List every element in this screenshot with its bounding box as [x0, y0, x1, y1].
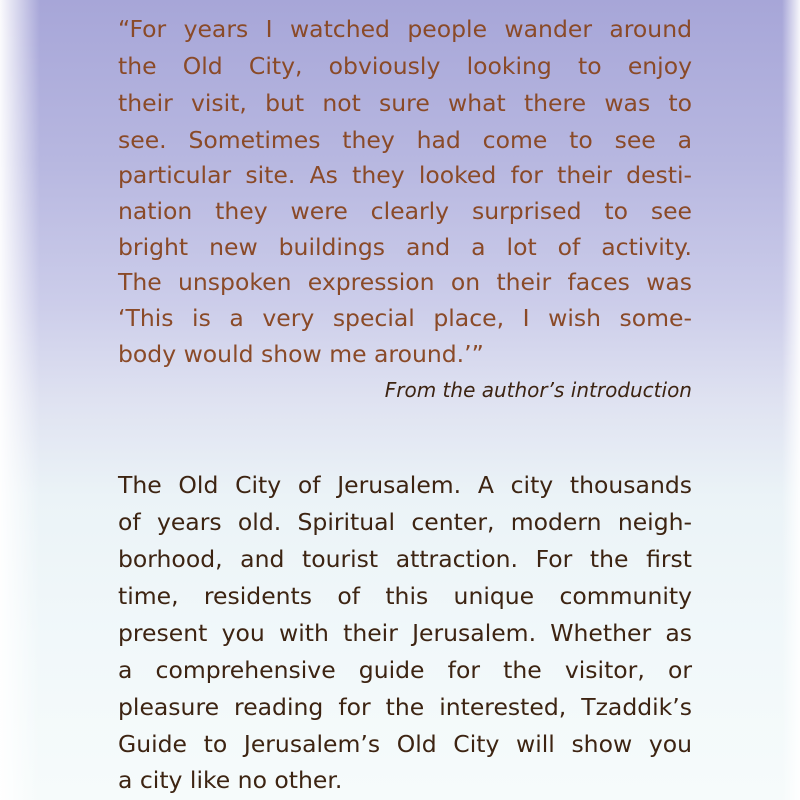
quote-line: bright new buildings and a lot of activity.	[118, 233, 692, 261]
quote-attribution: From the author’s introduction	[384, 378, 692, 402]
description-line: of years old. Spiritual center, modern neigh-	[118, 508, 692, 536]
quote-line: their visit, but not sure what there was to	[118, 89, 692, 117]
description-line: borhood, and tourist attraction. For the first	[118, 545, 692, 573]
description-line: pleasure reading for the interested, Tzaddik’s	[118, 693, 692, 721]
quote-line: particular site. As they looked for their desti-	[118, 161, 692, 189]
quote-line: ‘This is a very special place, I wish some-	[118, 304, 692, 332]
description-line: The Old City of Jerusalem. A city thousands	[118, 471, 692, 499]
page-edge-left	[0, 0, 40, 800]
description-line: Guide to Jerusalem’s Old City will show you	[118, 730, 692, 758]
quote-line: “For years I watched people wander around	[118, 15, 692, 43]
quote-line: body would show me around.’”	[118, 340, 484, 368]
quote-line: The unspoken expression on their faces was	[118, 268, 692, 296]
quote-line: nation they were clearly surprised to see	[118, 197, 692, 225]
description-line: time, residents of this unique community	[118, 582, 692, 610]
page-edge-right	[782, 0, 800, 800]
quote-line: the Old City, obviously looking to enjoy	[118, 52, 692, 80]
description-line: present you with their Jerusalem. Whether as	[118, 619, 692, 647]
description-line: a comprehensive guide for the visitor, or	[118, 656, 692, 684]
quote-line: see. Sometimes they had come to see a	[118, 126, 692, 154]
description-line: a city like no other.	[118, 766, 343, 794]
